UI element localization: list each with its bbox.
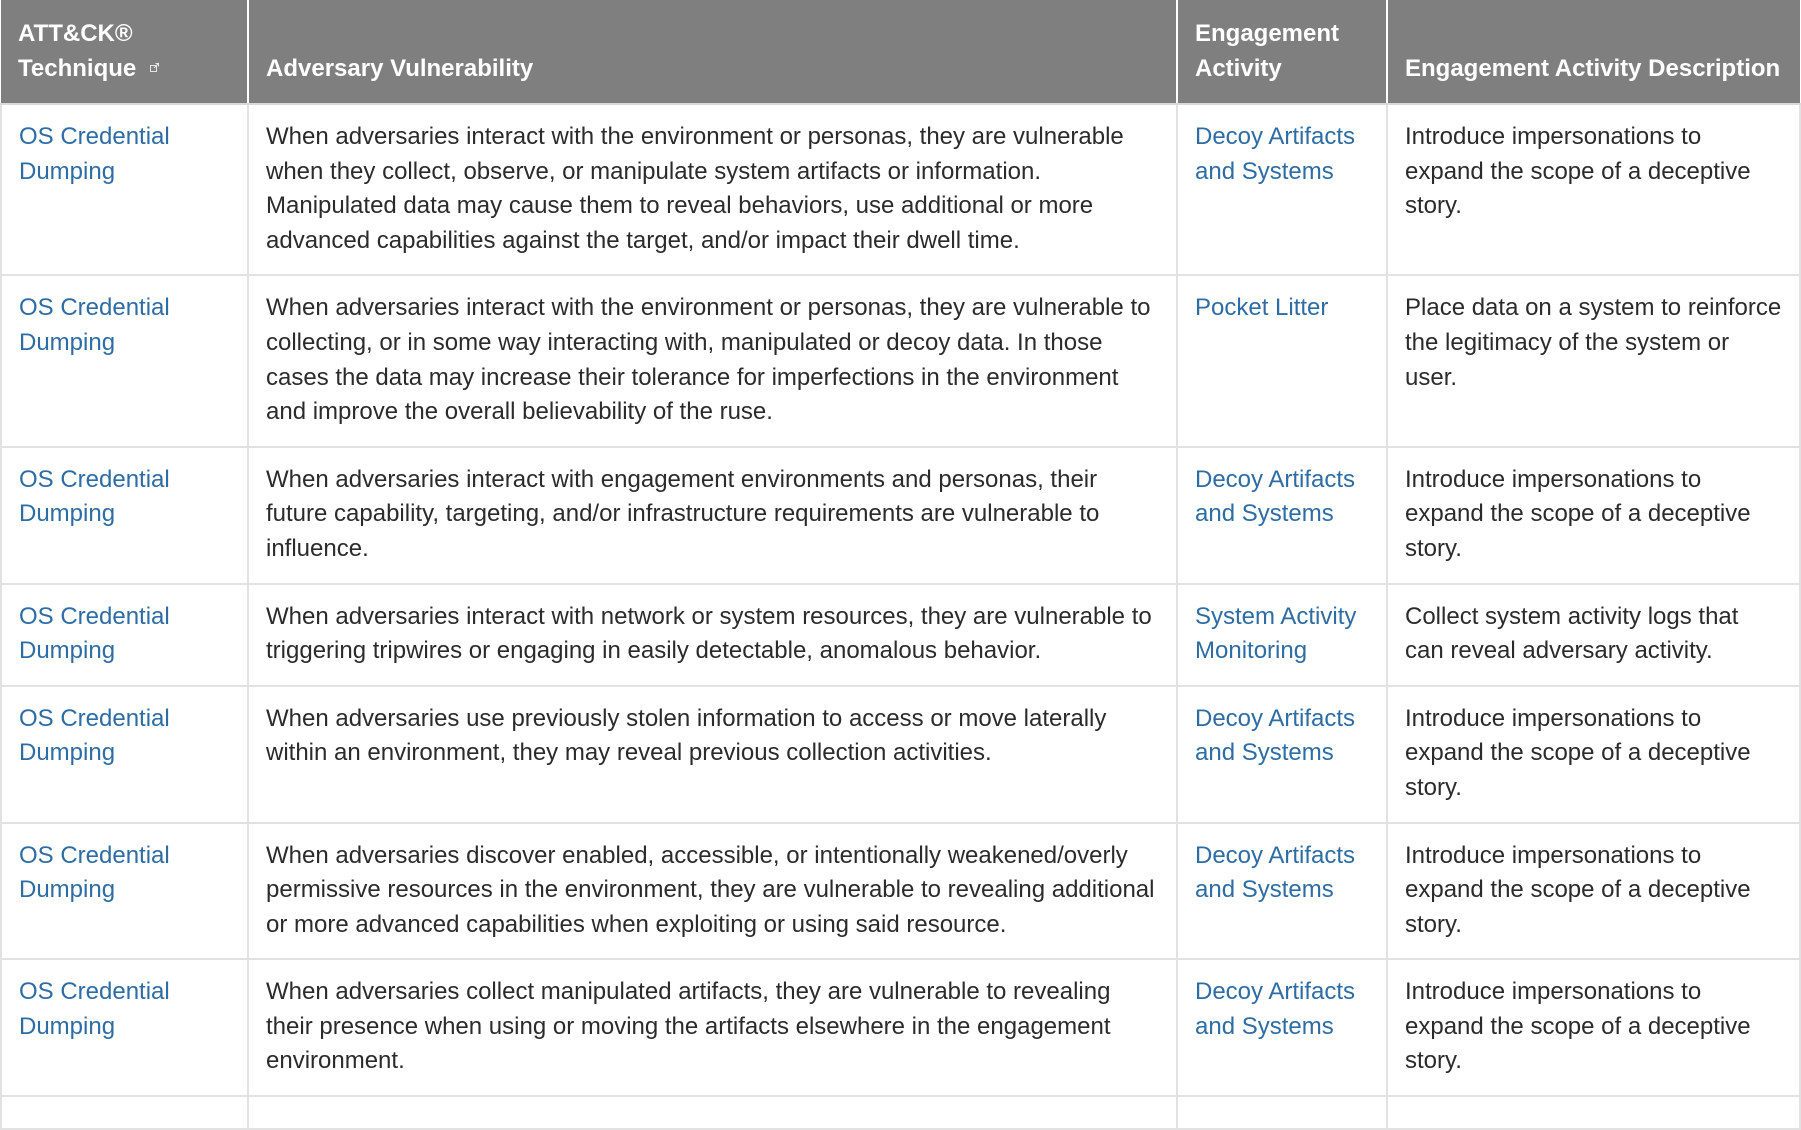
technique-link[interactable]: OS Credential Dumping [19, 123, 170, 185]
vulnerability-cell: When adversaries interact with engagement environments and personas, their future capability, targeting, and/or infrastructure requirements are vulnerable to influence. [248, 447, 1177, 584]
vulnerability-cell: When adversaries interact with the environment or personas, they are vulnerable when they collect, observe, or manipulate system artifacts or information. Manipulated data may cause them to reveal behaviors, use additional or more advanced capabilities against the target, and/or impact their dwell time. [248, 104, 1177, 275]
technique-link[interactable]: OS Credential Dumping [19, 704, 170, 767]
column-header-description[interactable]: Engagement Activity Description [1387, 0, 1800, 104]
vulnerability-cell: When adversaries interact with network or system resources, they are vulnerable to triggering tripwires or engaging in easily detectable, anomalous behavior. [248, 584, 1177, 686]
description-cell: Collect system activity logs that can reveal adversary activity. [1387, 584, 1800, 686]
technique-link[interactable]: OS Credential Dumping [19, 841, 170, 904]
column-header-vulnerability[interactable]: Adversary Vulnerability [248, 0, 1177, 104]
activity-link[interactable]: Decoy Artifacts and Systems [1195, 704, 1356, 767]
table-row-partial [1, 1096, 1800, 1129]
technique-link[interactable]: OS Credential Dumping [19, 978, 170, 1040]
vulnerability-cell: When adversaries discover enabled, accessible, or intentionally weakened/overly permissive resources in the environment, they are vulnerable to revealing additional or more advanced capabilities when exploiting or using said resource. [248, 823, 1177, 960]
table-row [1, 686, 1800, 823]
activity-link[interactable]: Pocket Litter [1195, 294, 1329, 322]
table-row [1, 959, 1800, 1096]
activity-link[interactable]: Decoy Artifacts and Systems [1195, 841, 1356, 904]
description-cell: Introduce impersonations to expand the scope of a deceptive story. [1387, 959, 1800, 1096]
vulnerability-cell: When adversaries collect manipulated artifacts, they are vulnerable to revealing their presence when using or moving the artifacts elsewhere in the engagement environment. [248, 959, 1177, 1096]
table-row [1, 447, 1800, 584]
activity-link[interactable]: Decoy Artifacts and Systems [1195, 123, 1356, 185]
activity-link[interactable]: Decoy Artifacts and Systems [1195, 465, 1356, 528]
technique-link[interactable]: OS Credential Dumping [19, 294, 170, 356]
activity-cell [1177, 447, 1387, 584]
technique-cell [1, 1096, 248, 1129]
description-cell: Introduce impersonations to expand the scope of a deceptive story. [1387, 823, 1800, 960]
activity-cell [1177, 823, 1387, 960]
column-header-technique-line2: Technique [18, 55, 137, 82]
activity-cell [1177, 686, 1387, 823]
description-cell: Introduce impersonations to expand the scope of a deceptive story. [1387, 104, 1800, 275]
column-header-activity-line2: Activity [1195, 55, 1282, 82]
description-cell: Introduce impersonations to expand the scope of a deceptive story. [1387, 447, 1800, 584]
technique-cell [1, 823, 248, 960]
vulnerability-cell: When adversaries use previously stolen information to access or move laterally within an environment, they may reveal previous collection activities. [248, 686, 1177, 823]
column-header-activity[interactable] [1177, 0, 1387, 104]
vulnerability-cell [248, 1096, 1177, 1129]
table-header [1, 0, 1800, 104]
column-header-activity-line1: Engagement [1195, 20, 1340, 47]
technique-cell [1, 275, 248, 446]
activity-cell [1177, 275, 1387, 446]
technique-link[interactable]: OS Credential Dumping [19, 602, 170, 665]
technique-cell [1, 104, 248, 275]
activity-link[interactable]: System Activity Monitoring [1195, 602, 1357, 665]
technique-cell [1, 584, 248, 686]
column-header-technique[interactable] [1, 0, 248, 104]
technique-cell [1, 686, 248, 823]
table-body [1, 104, 1800, 1129]
table-row [1, 104, 1800, 275]
technique-cell [1, 959, 248, 1096]
activity-link[interactable]: Decoy Artifacts and Systems [1195, 978, 1356, 1040]
activity-cell [1177, 1096, 1387, 1129]
table-row [1, 275, 1800, 446]
column-header-technique-line1: ATT&CK® [18, 20, 133, 47]
activity-cell [1177, 959, 1387, 1096]
table-row [1, 584, 1800, 686]
table-row [1, 823, 1800, 960]
technique-cell [1, 447, 248, 584]
vulnerability-cell: When adversaries interact with the environment or personas, they are vulnerable to collecting, or in some way interacting with, manipulated or decoy data. In those cases the data may increase their tolerance for imperfections in the environment and improve the overall believability of the ruse. [248, 275, 1177, 446]
activity-cell [1177, 584, 1387, 686]
external-link-icon[interactable] [150, 63, 159, 72]
activity-cell [1177, 104, 1387, 275]
technique-link[interactable]: OS Credential Dumping [19, 465, 170, 528]
description-cell: Introduce impersonations to expand the scope of a deceptive story. [1387, 686, 1800, 823]
header-row [1, 0, 1800, 104]
description-cell [1387, 1096, 1800, 1129]
description-cell: Place data on a system to reinforce the legitimacy of the system or user. [1387, 275, 1800, 446]
